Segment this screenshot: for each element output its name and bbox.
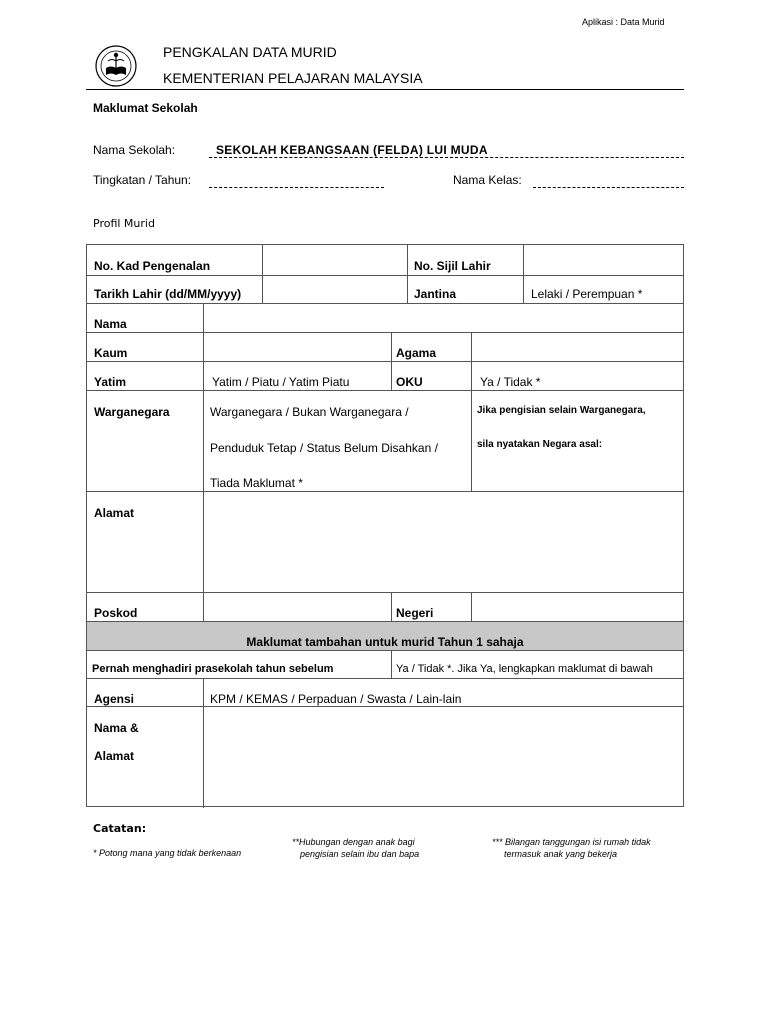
negeri-label: Negeri <box>396 606 434 620</box>
nama-label: Nama <box>94 317 127 331</box>
row-divider <box>87 650 683 651</box>
col-divider <box>471 592 472 621</box>
warganegara-note-line2: sila nyatakan Negara asal: <box>477 439 603 450</box>
page-title-line2: KEMENTERIAN PELAJARAN MALAYSIA <box>163 70 423 86</box>
warganegara-option-line1[interactable]: Warganegara / Bukan Warganegara / <box>210 405 409 419</box>
catatan-title: Catatan: <box>93 822 147 835</box>
oku-options[interactable]: Ya / Tidak * <box>480 375 541 389</box>
tarikh-lahir-label: Tarikh Lahir (dd/MM/yyyy) <box>94 287 242 301</box>
row-divider <box>87 275 683 276</box>
poskod-field[interactable] <box>208 596 388 618</box>
col-divider <box>203 303 204 621</box>
section-title-profil: Profil Murid <box>93 217 155 230</box>
row-divider <box>87 592 683 593</box>
nama-field[interactable] <box>208 307 678 329</box>
sijil-lahir-field[interactable] <box>528 250 678 272</box>
oku-label: OKU <box>396 375 423 389</box>
poskod-label: Poskod <box>94 606 138 620</box>
col-divider <box>523 245 524 303</box>
nama-kelas-field[interactable] <box>533 187 684 188</box>
agama-field[interactable] <box>476 336 676 358</box>
kaum-label: Kaum <box>94 346 128 360</box>
col-divider <box>262 245 263 303</box>
profil-table <box>86 244 684 807</box>
kaum-field[interactable] <box>208 336 388 358</box>
catatan-note-2-line2: pengisian selain ibu dan bapa <box>300 849 420 859</box>
col-divider <box>391 650 392 678</box>
app-label: Aplikasi : Data Murid <box>582 17 665 27</box>
catatan-note-3-line1: *** Bilangan tanggungan isi rumah tidak <box>492 837 651 847</box>
agensi-options[interactable]: KPM / KEMAS / Perpaduan / Swasta / Lain-lain <box>210 692 462 706</box>
yatim-label: Yatim <box>94 375 127 389</box>
page-title-line1: PENGKALAN DATA MURID <box>163 44 337 60</box>
header-divider <box>86 89 684 90</box>
row-divider <box>87 303 683 304</box>
sijil-lahir-label: No. Sijil Lahir <box>414 259 491 273</box>
yatim-options[interactable]: Yatim / Piatu / Yatim Piatu <box>212 375 350 389</box>
alamat-label: Alamat <box>94 506 135 520</box>
col-divider <box>407 245 408 303</box>
row-divider <box>87 390 683 391</box>
warganegara-option-line3[interactable]: Tiada Maklumat * <box>210 476 303 490</box>
nama-sekolah-value[interactable]: SEKOLAH KEBANGSAAN (FELDA) LUI MUDA <box>216 143 488 157</box>
warganegara-note-line1: Jika pengisian selain Warganegara, <box>477 405 646 416</box>
catatan-note-1: * Potong mana yang tidak berkenaan <box>93 848 242 858</box>
row-divider <box>87 491 683 492</box>
agama-label: Agama <box>396 346 437 360</box>
agensi-label: Agensi <box>94 692 135 706</box>
jantina-options[interactable]: Lelaki / Perempuan * <box>531 287 643 301</box>
warganegara-label: Warganegara <box>94 405 170 419</box>
catatan-note-2-line1: **Hubungan dengan anak bagi <box>292 837 415 847</box>
tingkatan-field[interactable] <box>209 187 384 188</box>
row-divider <box>87 678 683 679</box>
row-divider <box>87 361 683 362</box>
prasekolah-options[interactable]: Ya / Tidak *. Jika Ya, lengkapkan maklumat di bawah <box>396 663 653 675</box>
tarikh-lahir-field[interactable] <box>267 279 402 301</box>
section-title-sekolah: Maklumat Sekolah <box>93 101 198 115</box>
col-divider <box>203 678 204 808</box>
row-divider <box>87 621 683 622</box>
kad-pengenalan-label: No. Kad Pengenalan <box>94 259 211 273</box>
nama-sekolah-label: Nama Sekolah: <box>93 143 176 157</box>
row-divider <box>87 332 683 333</box>
nama-kelas-label: Nama Kelas: <box>453 173 522 187</box>
tambahan-title: Maklumat tambahan untuk murid Tahun 1 sahaja <box>246 635 524 649</box>
alamat-field[interactable] <box>208 496 678 586</box>
jantina-label: Jantina <box>414 287 457 301</box>
nama-alamat-field[interactable] <box>208 711 678 801</box>
col-divider <box>471 332 472 491</box>
col-divider <box>391 592 392 621</box>
warganegara-option-line2[interactable]: Penduduk Tetap / Status Belum Disahkan / <box>210 441 438 455</box>
col-divider <box>391 332 392 390</box>
row-divider <box>87 706 683 707</box>
tingkatan-label: Tingkatan / Tahun: <box>93 173 192 187</box>
negeri-field[interactable] <box>476 596 676 618</box>
kad-pengenalan-field[interactable] <box>267 250 402 272</box>
ministry-logo <box>94 44 138 93</box>
ministry-logo-icon <box>94 44 138 88</box>
nama-alamat-label-line1: Nama & <box>94 721 139 735</box>
prasekolah-label: Pernah menghadiri prasekolah tahun sebelum <box>92 663 334 675</box>
catatan-note-3-line2: termasuk anak yang bekerja <box>504 849 618 859</box>
nama-alamat-label-line2: Alamat <box>94 749 135 763</box>
nama-sekolah-line <box>209 157 684 158</box>
